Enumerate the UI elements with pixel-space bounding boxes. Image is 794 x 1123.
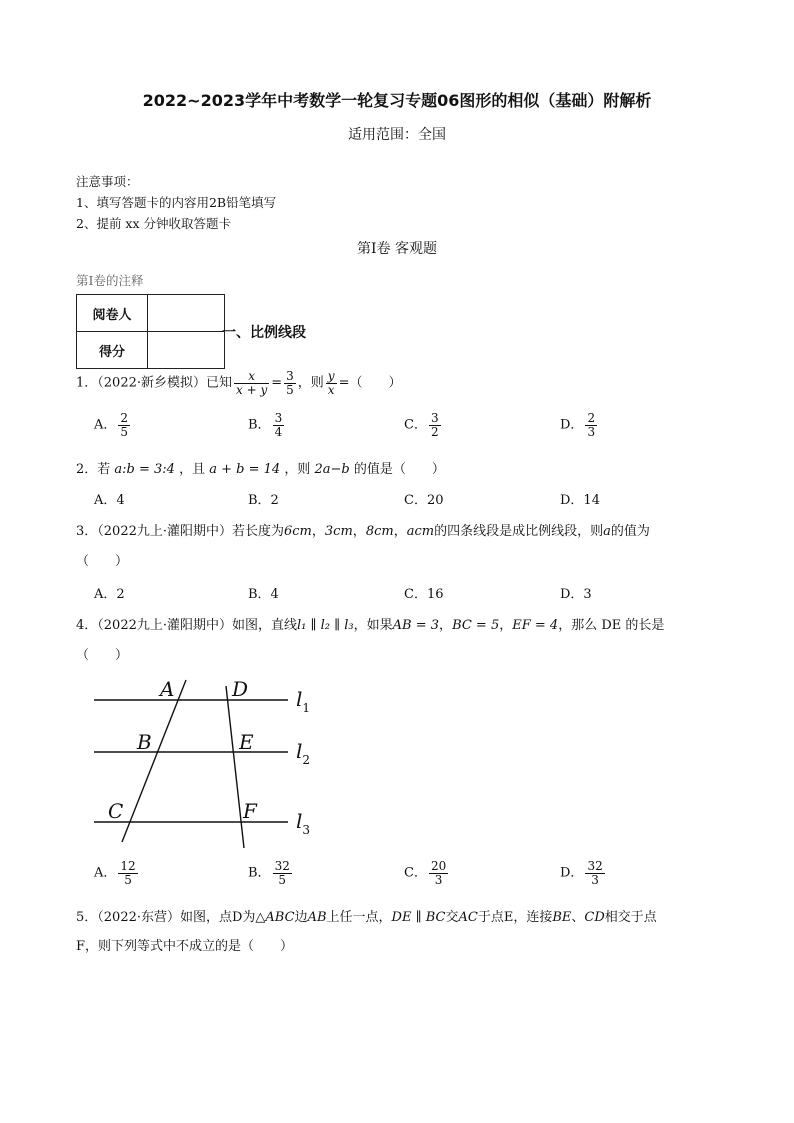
option-a[interactable]: A． $\frac{2}{5}$ bbox=[94, 411, 129, 439]
label-l3: $l_3$ bbox=[296, 809, 311, 837]
label-b: B bbox=[137, 730, 152, 754]
label-c: C bbox=[108, 799, 124, 823]
label-e: E bbox=[239, 730, 254, 754]
section-note: 第Ⅰ卷的注释 bbox=[76, 273, 144, 288]
option-d[interactable]: D．14 bbox=[560, 493, 600, 508]
option-b[interactable]: B．2 bbox=[248, 493, 279, 508]
option-c[interactable]: C．16 bbox=[404, 587, 444, 602]
option-b[interactable]: B．4 bbox=[248, 587, 279, 602]
note-item: 1、填写答题卡的内容用2B铅笔填写 bbox=[76, 195, 277, 210]
option-b[interactable]: B． $\frac{32}{5}$ bbox=[248, 859, 290, 887]
question-3-blank: （ ） bbox=[76, 554, 129, 569]
option-c[interactable]: C． $\frac{20}{3}$ bbox=[404, 859, 447, 887]
transversal-acb bbox=[122, 680, 186, 842]
option-a[interactable]: A．4 bbox=[94, 493, 125, 508]
transversal-def bbox=[226, 686, 244, 848]
score-label: 得分 bbox=[77, 332, 148, 369]
notes-heading: 注意事项： bbox=[76, 174, 139, 189]
label-a: A bbox=[160, 677, 175, 701]
score-cell[interactable] bbox=[148, 332, 225, 369]
label-f: F bbox=[243, 799, 257, 823]
option-c[interactable]: C．20 bbox=[404, 493, 444, 508]
reviewer-label: 阅卷人 bbox=[77, 295, 148, 332]
part-title: 一、比例线段 bbox=[222, 325, 306, 341]
option-d[interactable]: D． $\frac{2}{3}$ bbox=[560, 411, 596, 439]
reviewer-cell[interactable] bbox=[148, 295, 225, 332]
note-item: 2、提前 xx 分钟收取答题卡 bbox=[76, 216, 231, 231]
question-5: 5．（2022·东营）如图，点D为△ABC边AB上任一点，DE ∥ BC交AC于点E，连接BE、CD相交于点 bbox=[76, 910, 657, 925]
document-title: 2022~2023学年中考数学一轮复习专题06图形的相似（基础）附解析 bbox=[142, 91, 652, 110]
scope-label: 适用范围：全国 bbox=[348, 127, 446, 143]
score-table bbox=[76, 294, 225, 369]
label-l2: $l_2$ bbox=[296, 739, 311, 767]
question-4-blank: （ ） bbox=[76, 648, 129, 663]
label-l1: $l_1$ bbox=[296, 687, 311, 715]
option-a[interactable]: A． $\frac{12}{5}$ bbox=[94, 859, 136, 887]
fraction: $\frac{y}{x}$ bbox=[327, 369, 335, 397]
parallel-lines-figure bbox=[86, 672, 326, 854]
question-2: 2．若 a:b = 3:4 ，且 a + b = 14 ，则 2a−b 的值是（ ） bbox=[76, 462, 445, 477]
fraction: $\frac{x}{x + y}$ bbox=[236, 369, 268, 397]
question-4: 4．（2022九上·灌阳期中）如图，直线l₁ ∥ l₂ ∥ l₃，如果AB = 3，BC = 5，EF = 4，那么 DE 的长是 bbox=[76, 618, 665, 633]
question-5-line2: F，则下列等式中不成立的是（ ） bbox=[76, 939, 294, 954]
label-d: D bbox=[232, 677, 249, 701]
option-b[interactable]: B． $\frac{3}{4}$ bbox=[248, 411, 283, 439]
option-d[interactable]: D． $\frac{32}{3}$ bbox=[560, 859, 603, 887]
question-3: 3．（2022九上·灌阳期中）若长度为6cm，3cm，8cm，acm的四条线段是成比例线段，则a的值为 bbox=[76, 524, 650, 539]
option-d[interactable]: D．3 bbox=[560, 587, 592, 602]
option-a[interactable]: A．2 bbox=[94, 587, 125, 602]
option-c[interactable]: C． $\frac{3}{2}$ bbox=[404, 411, 439, 439]
section-title: 第Ⅰ卷 客观题 bbox=[357, 241, 437, 257]
fraction: $\frac{3}{5}$ bbox=[286, 369, 294, 397]
question-1: 1．（2022·新乡模拟）已知 $\frac{x}{x + y}$ = $\frac{3}{5}$ ，则 $\frac{y}{x}$ =（ ） bbox=[76, 369, 402, 397]
